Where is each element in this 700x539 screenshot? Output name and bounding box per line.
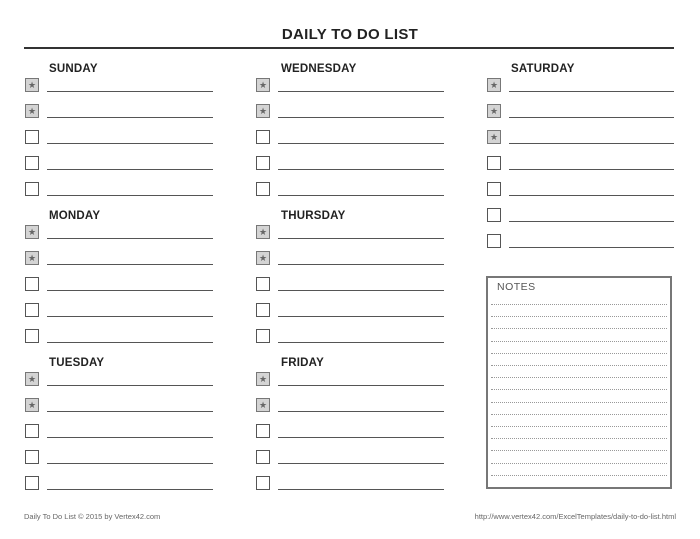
day-heading-monday: MONDAY — [49, 210, 101, 222]
task-entry-line[interactable] — [47, 316, 213, 317]
notes-ruled-line — [491, 475, 667, 476]
task-checkbox[interactable] — [487, 234, 501, 248]
task-checkbox[interactable] — [256, 329, 270, 343]
task-row-monday — [25, 329, 213, 345]
task-entry-line[interactable] — [47, 385, 213, 386]
task-entry-line[interactable] — [47, 238, 213, 239]
task-entry-line[interactable] — [278, 342, 444, 343]
task-row-monday — [25, 277, 213, 293]
day-heading-saturday: SATURDAY — [511, 63, 575, 75]
task-entry-line[interactable] — [278, 117, 444, 118]
task-checkbox[interactable] — [256, 450, 270, 464]
task-row-tuesday — [25, 372, 213, 388]
priority-checkbox[interactable] — [25, 251, 39, 265]
task-checkbox[interactable] — [256, 476, 270, 490]
star-icon: ★ — [27, 80, 37, 90]
task-row-sunday — [25, 156, 213, 172]
task-row-tuesday — [25, 476, 213, 492]
task-entry-line[interactable] — [278, 264, 444, 265]
task-row-friday — [256, 476, 444, 492]
task-entry-line[interactable] — [47, 91, 213, 92]
task-row-sunday — [25, 104, 213, 120]
priority-checkbox[interactable] — [487, 130, 501, 144]
task-row-monday — [25, 251, 213, 267]
task-entry-line[interactable] — [509, 169, 674, 170]
star-icon: ★ — [27, 106, 37, 116]
task-entry-line[interactable] — [47, 290, 213, 291]
task-entry-line[interactable] — [278, 316, 444, 317]
page-title: DAILY TO DO LIST — [281, 26, 419, 43]
star-icon: ★ — [258, 227, 268, 237]
notes-ruled-line — [491, 402, 667, 403]
task-row-thursday — [256, 303, 444, 319]
star-icon: ★ — [27, 374, 37, 384]
task-entry-line[interactable] — [278, 143, 444, 144]
star-icon: ★ — [258, 80, 268, 90]
priority-checkbox[interactable] — [25, 372, 39, 386]
task-entry-line[interactable] — [278, 169, 444, 170]
priority-checkbox[interactable] — [256, 372, 270, 386]
task-entry-line[interactable] — [278, 437, 444, 438]
task-checkbox[interactable] — [25, 424, 39, 438]
notes-ruled-line — [491, 328, 667, 329]
task-entry-line[interactable] — [278, 195, 444, 196]
task-row-thursday — [256, 329, 444, 345]
task-checkbox[interactable] — [256, 424, 270, 438]
priority-checkbox[interactable] — [256, 104, 270, 118]
notes-ruled-line — [491, 341, 667, 342]
day-heading-tuesday: TUESDAY — [49, 357, 105, 369]
task-row-saturday — [487, 156, 674, 172]
task-row-friday — [256, 450, 444, 466]
task-entry-line[interactable] — [47, 463, 213, 464]
task-checkbox[interactable] — [25, 303, 39, 317]
star-icon: ★ — [258, 400, 268, 410]
task-row-saturday — [487, 208, 674, 224]
task-entry-line[interactable] — [47, 195, 213, 196]
task-entry-line[interactable] — [509, 91, 674, 92]
task-row-saturday — [487, 130, 674, 146]
task-entry-line[interactable] — [509, 117, 674, 118]
task-entry-line[interactable] — [278, 91, 444, 92]
task-row-thursday — [256, 225, 444, 241]
task-entry-line[interactable] — [509, 195, 674, 196]
star-icon: ★ — [27, 400, 37, 410]
notes-ruled-line — [491, 365, 667, 366]
notes-ruled-line — [491, 389, 667, 390]
task-checkbox[interactable] — [487, 182, 501, 196]
priority-checkbox[interactable] — [256, 251, 270, 265]
task-row-wednesday — [256, 156, 444, 172]
task-checkbox[interactable] — [25, 277, 39, 291]
star-icon: ★ — [489, 80, 499, 90]
task-checkbox[interactable] — [256, 303, 270, 317]
notes-ruled-line — [491, 316, 667, 317]
task-checkbox[interactable] — [256, 130, 270, 144]
star-icon: ★ — [27, 227, 37, 237]
notes-ruled-line — [491, 426, 667, 427]
day-heading-thursday: THURSDAY — [281, 210, 346, 222]
task-row-thursday — [256, 277, 444, 293]
star-icon: ★ — [489, 132, 499, 142]
star-icon: ★ — [27, 253, 37, 263]
task-row-sunday — [25, 78, 213, 94]
task-row-friday — [256, 372, 444, 388]
task-entry-line[interactable] — [278, 238, 444, 239]
star-icon: ★ — [258, 374, 268, 384]
task-entry-line[interactable] — [47, 117, 213, 118]
task-row-saturday — [487, 78, 674, 94]
star-icon: ★ — [489, 106, 499, 116]
notes-ruled-line — [491, 353, 667, 354]
task-checkbox[interactable] — [25, 329, 39, 343]
task-row-wednesday — [256, 130, 444, 146]
task-checkbox[interactable] — [256, 156, 270, 170]
task-checkbox[interactable] — [487, 156, 501, 170]
task-checkbox[interactable] — [256, 277, 270, 291]
task-checkbox[interactable] — [487, 208, 501, 222]
priority-checkbox[interactable] — [25, 225, 39, 239]
task-entry-line[interactable] — [47, 342, 213, 343]
priority-checkbox[interactable] — [256, 398, 270, 412]
notes-ruled-line — [491, 414, 667, 415]
star-icon: ★ — [258, 106, 268, 116]
task-checkbox[interactable] — [256, 182, 270, 196]
priority-checkbox[interactable] — [256, 78, 270, 92]
task-row-wednesday — [256, 78, 444, 94]
task-entry-line[interactable] — [278, 411, 444, 412]
priority-checkbox[interactable] — [25, 398, 39, 412]
task-row-wednesday — [256, 182, 444, 198]
task-entry-line[interactable] — [47, 264, 213, 265]
star-icon: ★ — [258, 253, 268, 263]
task-checkbox[interactable] — [25, 130, 39, 144]
task-checkbox[interactable] — [25, 182, 39, 196]
priority-checkbox[interactable] — [487, 78, 501, 92]
priority-checkbox[interactable] — [25, 104, 39, 118]
notes-ruled-line — [491, 450, 667, 451]
day-heading-friday: FRIDAY — [281, 357, 324, 369]
task-entry-line[interactable] — [47, 437, 213, 438]
task-row-saturday — [487, 182, 674, 198]
task-row-monday — [25, 303, 213, 319]
task-entry-line[interactable] — [47, 169, 213, 170]
notes-ruled-line — [491, 377, 667, 378]
task-entry-line[interactable] — [278, 385, 444, 386]
task-row-friday — [256, 398, 444, 414]
task-entry-line[interactable] — [47, 143, 213, 144]
priority-checkbox[interactable] — [487, 104, 501, 118]
task-entry-line[interactable] — [509, 143, 674, 144]
task-checkbox[interactable] — [25, 476, 39, 490]
footer-copyright: Daily To Do List © 2015 by Vertex42.com — [24, 512, 161, 521]
title-divider — [24, 47, 674, 49]
priority-checkbox[interactable] — [25, 78, 39, 92]
notes-ruled-line — [491, 438, 667, 439]
task-row-sunday — [25, 182, 213, 198]
notes-ruled-line — [491, 463, 667, 464]
task-entry-line[interactable] — [278, 463, 444, 464]
day-heading-sunday: SUNDAY — [49, 63, 98, 75]
task-row-wednesday — [256, 104, 444, 120]
task-entry-line[interactable] — [509, 221, 674, 222]
footer-url: http://www.vertex42.com/ExcelTemplates/daily-to-do-list.html — [474, 512, 676, 521]
task-row-tuesday — [25, 398, 213, 414]
notes-box[interactable] — [486, 276, 672, 489]
task-checkbox[interactable] — [25, 156, 39, 170]
task-row-saturday — [487, 104, 674, 120]
task-entry-line[interactable] — [47, 411, 213, 412]
notes-label: NOTES — [497, 281, 536, 293]
task-row-saturday — [487, 234, 674, 250]
task-row-tuesday — [25, 424, 213, 440]
task-row-friday — [256, 424, 444, 440]
task-entry-line[interactable] — [278, 290, 444, 291]
task-row-thursday — [256, 251, 444, 267]
task-entry-line[interactable] — [509, 247, 674, 248]
notes-ruled-line — [491, 304, 667, 305]
task-row-sunday — [25, 130, 213, 146]
task-checkbox[interactable] — [25, 450, 39, 464]
task-entry-line[interactable] — [47, 489, 213, 490]
priority-checkbox[interactable] — [256, 225, 270, 239]
day-heading-wednesday: WEDNESDAY — [281, 63, 357, 75]
task-row-tuesday — [25, 450, 213, 466]
task-entry-line[interactable] — [278, 489, 444, 490]
task-row-monday — [25, 225, 213, 241]
